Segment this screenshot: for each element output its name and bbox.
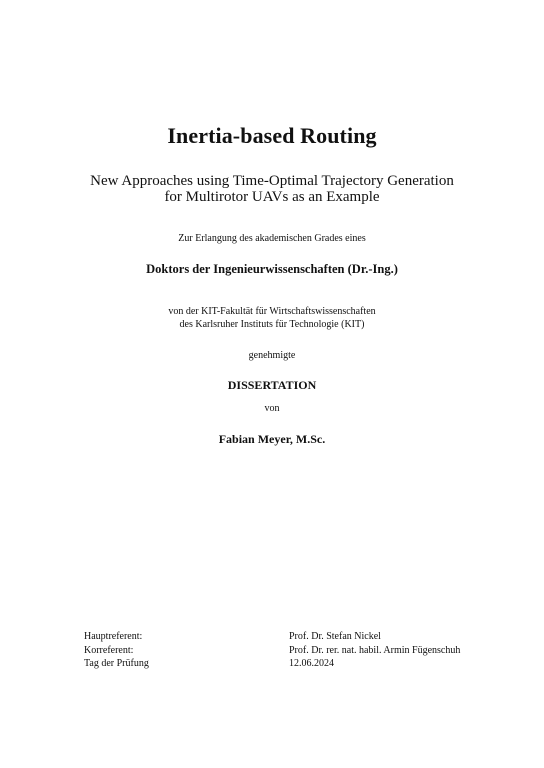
approved-label: genehmigte xyxy=(248,350,296,361)
referee-row-co xyxy=(84,644,524,658)
subtitle-line-2: for Multirotor UAVs as an Example xyxy=(164,189,380,205)
referee-value: Prof. Dr. rer. nat. habil. Armin Fügenschuh xyxy=(289,644,461,656)
thesis-title: Inertia-based Routing xyxy=(167,123,377,148)
referee-label: Korreferent: xyxy=(84,644,134,656)
by-label: von xyxy=(264,403,280,414)
exam-date-value: 12.06.2024 xyxy=(289,658,334,669)
faculty-line-2: des Karlsruher Instituts für Technologie (KIT) xyxy=(179,319,365,330)
referee-label: Hauptreferent: xyxy=(84,631,143,642)
degree-name: Doktors der Ingenieurwissenschaften (Dr.-Ing.) xyxy=(146,262,398,276)
faculty-line-1: von der KIT-Fakultät für Wirtschaftswissenschaften xyxy=(168,306,376,317)
document-type: DISSERTATION xyxy=(227,378,317,392)
referee-value: Prof. Dr. Stefan Nickel xyxy=(289,631,381,642)
referee-row-main xyxy=(84,630,524,644)
faculty-statement xyxy=(0,305,544,331)
degree-purpose: Zur Erlangung des akademischen Grades eines xyxy=(178,233,366,244)
author-name: Fabian Meyer, M.Sc. xyxy=(218,432,326,446)
exam-date-label: Tag der Prüfung xyxy=(84,658,149,669)
referee-row-exam-date xyxy=(84,657,524,671)
thesis-subtitle xyxy=(0,173,544,205)
referee-list xyxy=(84,630,524,671)
subtitle-line-1: New Approaches using Time-Optimal Trajectory Generation xyxy=(90,173,454,189)
